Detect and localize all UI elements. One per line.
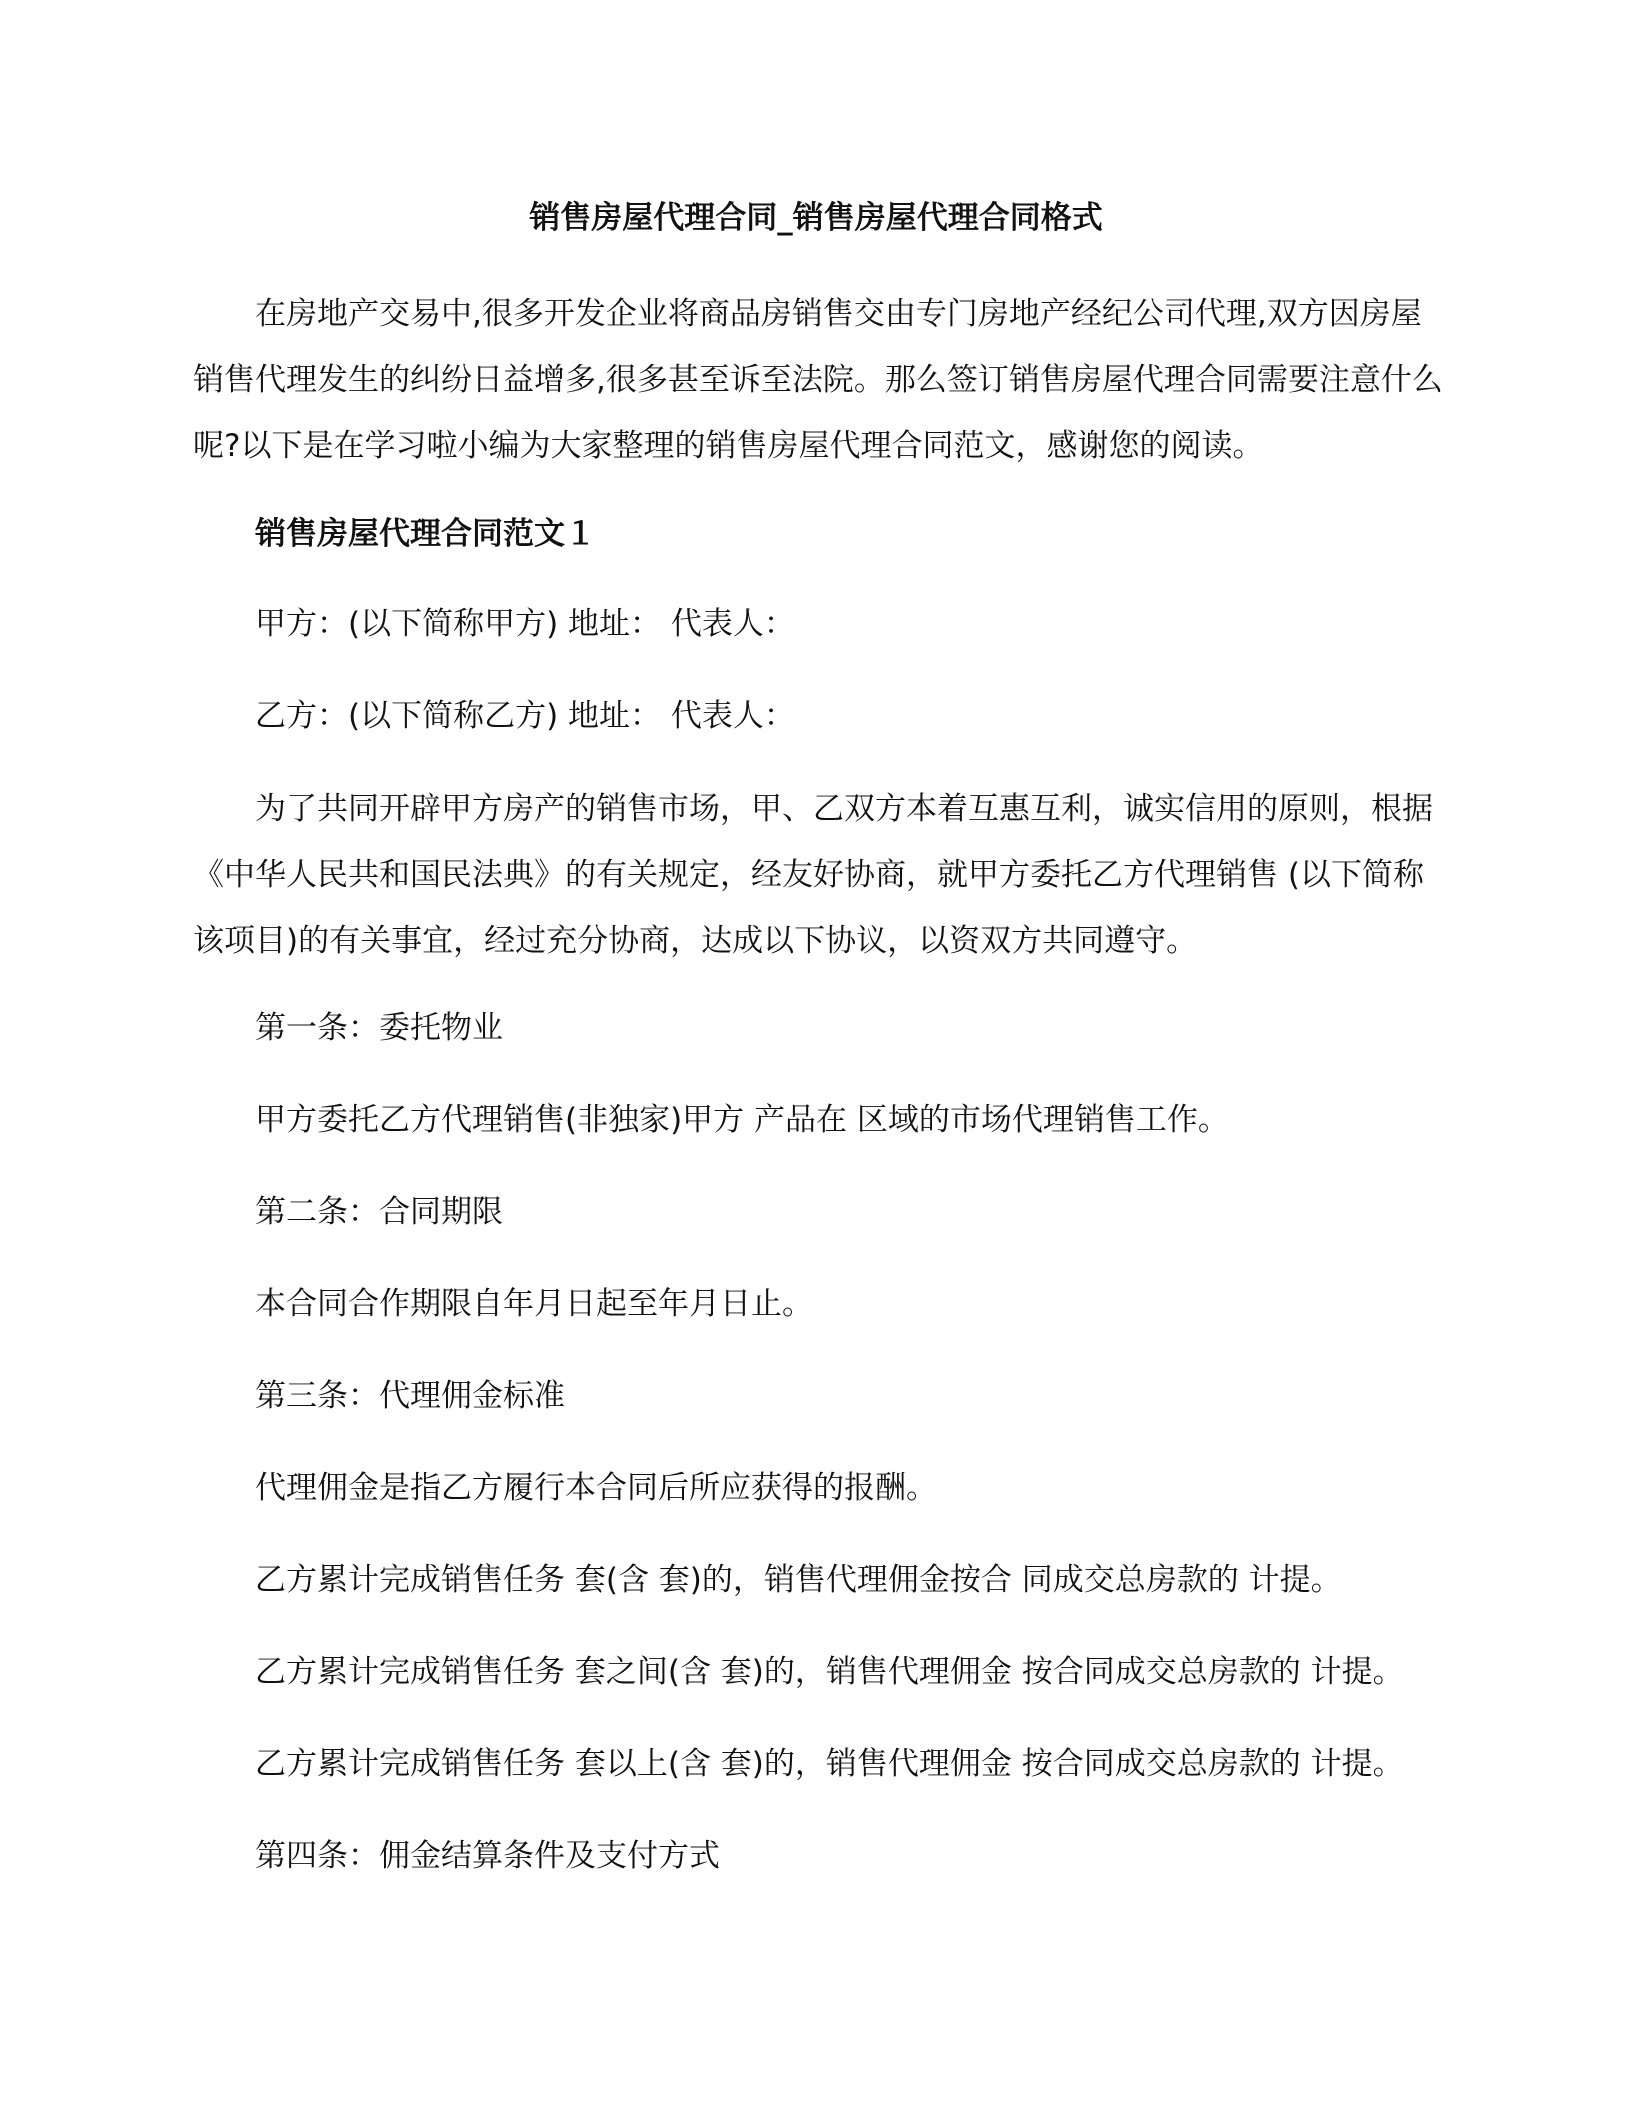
article1-heading: 第一条：委托物业 [255,1010,503,1046]
article2-text: 本合同合作期限自年月日起至年月日止。 [255,1286,813,1322]
party-a-line: 甲方：(以下简称甲方) 地址： 代表人： [255,606,795,642]
intro-paragraph: 在房地产交易中,很多开发企业将商品房销售交由专门房地产经纪公司代理,双方因房屋销售代理发生的纠纷日益增多,很多甚至诉至法院。那么签订销售房屋代理合同需要注意什么呢?以下是在学习啦小编为大家整理的销售房屋代理合同范文，感谢您的阅读。 [193,296,1443,464]
article3-heading: 第三条：代理佣金标准 [255,1378,565,1414]
article2-heading: 第二条：合同期限 [255,1194,503,1230]
article3-tier2: 乙方累计完成销售任务 套之间(含 套)的，销售代理佣金 按合同成交总房款的 计提。 [255,1654,1404,1690]
article3-tier3: 乙方累计完成销售任务 套以上(含 套)的，销售代理佣金 按合同成交总房款的 计提。 [255,1746,1404,1782]
article3-definition: 代理佣金是指乙方履行本合同后所应获得的报酬。 [255,1470,937,1506]
party-b-line: 乙方：(以下简称乙方) 地址： 代表人： [255,698,795,734]
document-title: 销售房屋代理合同_销售房屋代理合同格式 [529,200,1103,236]
preamble-paragraph: 为了共同开辟甲方房产的销售市场，甲、乙双方本着互惠互利，诚实信用的原则，根据《中华人民共和国民法典》的有关规定，经友好协商，就甲方委托乙方代理销售 (以下简称该项目)的有关事宜，经过充分协商，达成以下协议，以资双方共同遵守。 [193,791,1433,959]
article1-text: 甲方委托乙方代理销售(非独家)甲方 产品在 区域的市场代理销售工作。 [255,1102,1229,1138]
article3-tier1: 乙方累计完成销售任务 套(含 套)的，销售代理佣金按合 同成交总房款的 计提。 [255,1562,1342,1598]
sample-heading: 销售房屋代理合同范文１ [255,516,596,552]
article4-heading: 第四条：佣金结算条件及支付方式 [255,1838,720,1874]
